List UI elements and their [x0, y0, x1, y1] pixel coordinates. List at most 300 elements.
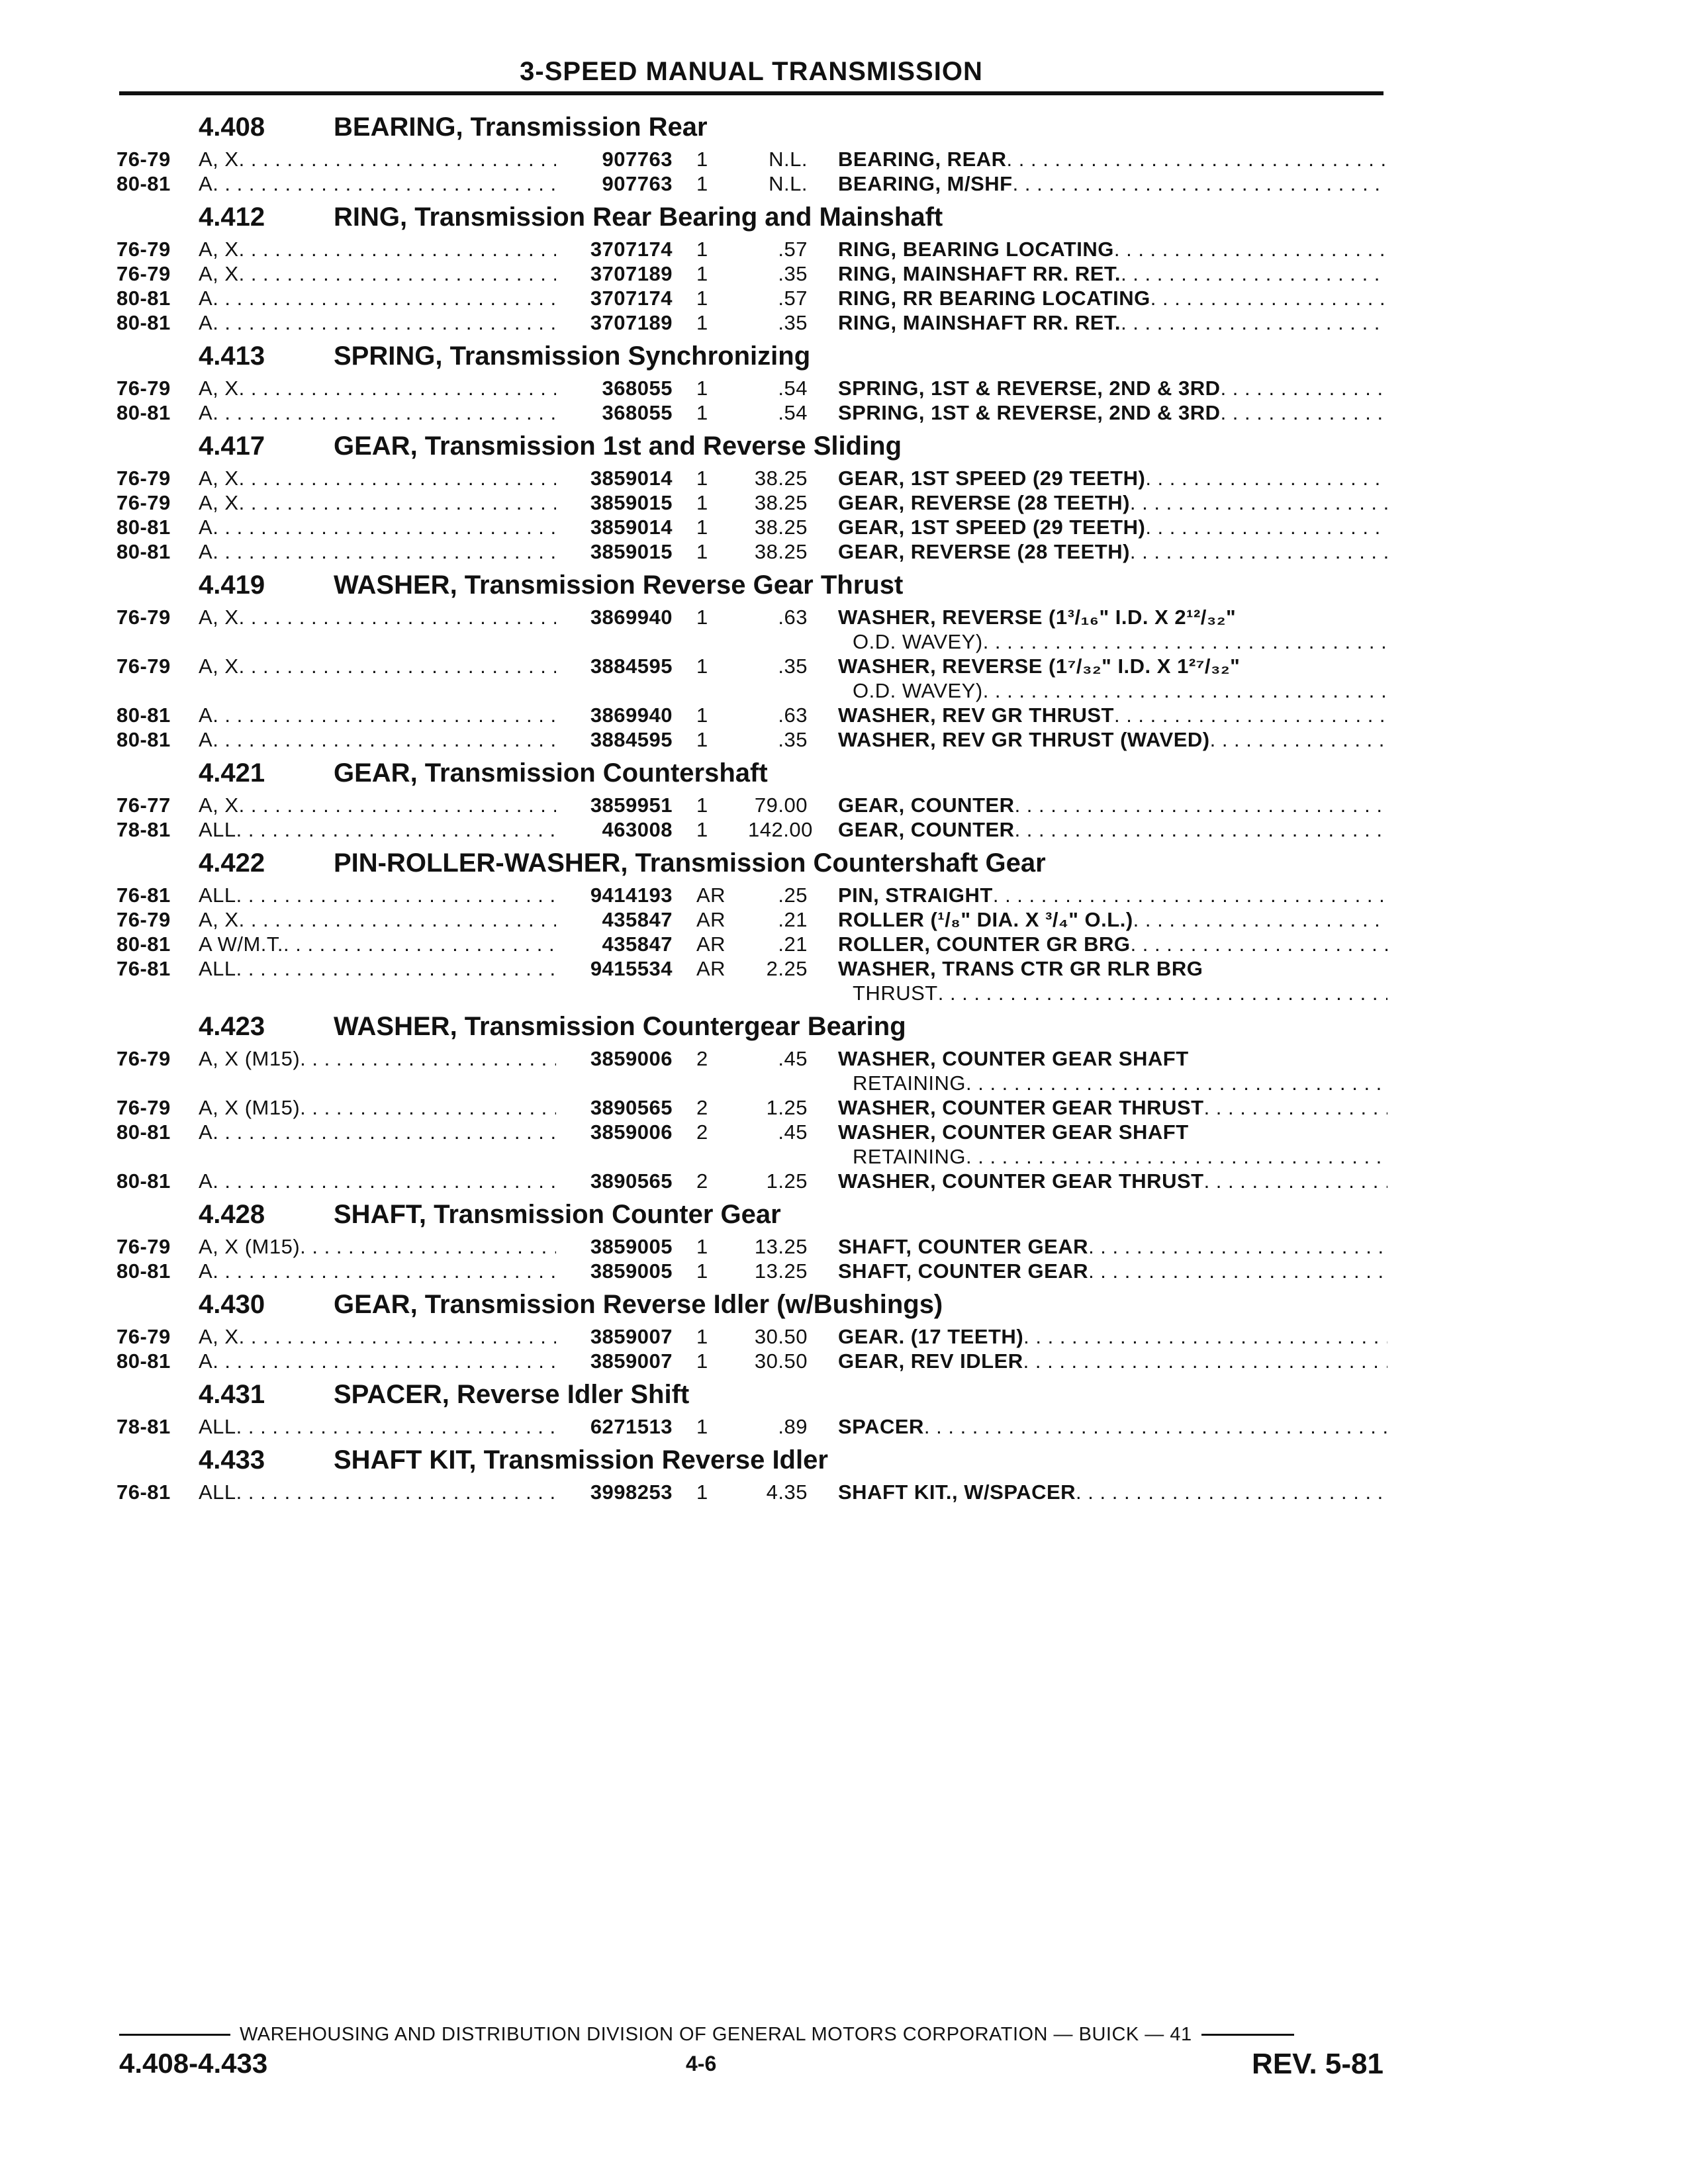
application-text: A — [199, 516, 213, 539]
section-number: 4.421 — [199, 758, 265, 788]
table-row — [117, 171, 1387, 196]
leader-dots — [239, 466, 556, 490]
quantity: 2 — [696, 1047, 708, 1070]
leader-dots — [1015, 817, 1387, 842]
model-years: 80-81 — [117, 401, 171, 424]
description-text: ROLLER, COUNTER GR BRG — [838, 933, 1131, 956]
price: 30.50 — [754, 1325, 808, 1348]
price: 13.25 — [754, 1259, 808, 1283]
section-number: 4.433 — [199, 1445, 265, 1475]
part-number: 3859015 — [590, 540, 673, 563]
application-text: A, X — [199, 148, 239, 171]
leader-dots — [236, 1414, 556, 1439]
part-number: 6271513 — [590, 1415, 673, 1438]
part-number: 907763 — [602, 148, 673, 171]
table-row — [117, 727, 1387, 752]
application-text: A — [199, 401, 213, 424]
application — [199, 400, 556, 425]
application — [199, 654, 556, 678]
model-years: 76-79 — [117, 1047, 171, 1070]
leader-dots — [924, 1414, 1387, 1439]
model-years: 80-81 — [117, 540, 171, 563]
table-row — [117, 932, 1387, 956]
description-text: WASHER, COUNTER GEAR SHAFT — [838, 1120, 1189, 1144]
application — [199, 1120, 556, 1144]
table-row — [117, 817, 1387, 842]
section-title: SHAFT KIT, Transmission Reverse Idler — [334, 1445, 828, 1475]
application-text: A — [199, 1120, 213, 1144]
footer-rule-right — [1201, 2034, 1294, 2036]
application-text: ALL — [199, 818, 236, 841]
description — [808, 956, 1387, 1005]
section-number: 4.408 — [199, 113, 265, 142]
part-number: 3998253 — [590, 1480, 673, 1504]
model-years: 76-79 — [117, 655, 171, 678]
description — [808, 727, 1387, 752]
application — [199, 539, 556, 564]
quantity: AR — [696, 957, 726, 980]
application-text: A — [199, 311, 213, 334]
part-number: 3859005 — [590, 1235, 673, 1258]
description-text: BEARING, M/SHF — [838, 172, 1013, 195]
quantity: 1 — [696, 401, 708, 424]
section-header — [117, 1007, 1387, 1046]
quantity: 1 — [696, 287, 708, 310]
description-continued: O.D. WAVEY) — [853, 679, 983, 702]
section-header — [117, 1195, 1387, 1234]
price: .35 — [778, 655, 808, 678]
quantity: AR — [696, 933, 726, 956]
part-number: 3859015 — [590, 491, 673, 514]
application-text: ALL — [199, 884, 236, 907]
leader-dots — [1121, 261, 1387, 286]
leader-dots — [1088, 1259, 1387, 1283]
part-number: 3869940 — [590, 606, 673, 629]
table-row — [117, 956, 1387, 1005]
price: .54 — [778, 401, 808, 424]
application-text: A — [199, 540, 213, 563]
section-header — [117, 1285, 1387, 1324]
section-number: 4.428 — [199, 1200, 265, 1229]
leader-dots — [966, 1144, 1387, 1169]
part-number: 3859007 — [590, 1349, 673, 1373]
leader-dots — [212, 703, 556, 727]
price: 38.25 — [754, 491, 808, 514]
description — [808, 817, 1387, 842]
footer-revision: REV. 5-81 — [1252, 2048, 1383, 2080]
section-header — [117, 565, 1387, 605]
table-row — [117, 793, 1387, 817]
section-title: BEARING, Transmission Rear — [334, 113, 708, 142]
application-text: A, X — [199, 908, 239, 931]
description-text: SPRING, 1ST & REVERSE, 2ND & 3RD — [838, 401, 1221, 424]
application — [199, 1414, 556, 1439]
application — [199, 310, 556, 335]
quantity: 1 — [696, 1235, 708, 1258]
model-years: 80-81 — [117, 704, 171, 727]
price: .57 — [778, 287, 808, 310]
leader-dots — [1114, 237, 1387, 261]
model-years: 76-79 — [117, 606, 171, 629]
quantity: 1 — [696, 655, 708, 678]
part-number: 3859014 — [590, 467, 673, 490]
application-text: A, X — [199, 467, 239, 490]
section-title: GEAR, Transmission Countershaft — [334, 758, 768, 788]
description-text: BEARING, REAR — [838, 148, 1007, 171]
description-text: WASHER, REV GR THRUST (WAVED) — [838, 728, 1210, 751]
part-number: 3859006 — [590, 1120, 673, 1144]
model-years: 76-79 — [117, 1096, 171, 1119]
table-row — [117, 654, 1387, 703]
table-row — [117, 237, 1387, 261]
section-number: 4.430 — [199, 1290, 265, 1319]
section-header — [117, 336, 1387, 376]
leader-dots — [283, 932, 556, 956]
table-row — [117, 310, 1387, 335]
section-header — [117, 1375, 1387, 1414]
description — [808, 310, 1387, 335]
price: .35 — [778, 728, 808, 751]
leader-dots — [212, 286, 556, 310]
part-number: 3859007 — [590, 1325, 673, 1348]
application — [199, 261, 556, 286]
price: 38.25 — [754, 516, 808, 539]
section-title: SHAFT, Transmission Counter Gear — [334, 1200, 781, 1229]
part-number: 3707189 — [590, 311, 673, 334]
leader-dots — [239, 376, 556, 400]
price: 2.25 — [766, 957, 808, 980]
table-row — [117, 1234, 1387, 1259]
application-text: A, X — [199, 238, 239, 261]
table-row — [117, 286, 1387, 310]
leader-dots — [983, 629, 1387, 654]
section-title: GEAR, Transmission Reverse Idler (w/Bushings) — [334, 1290, 943, 1319]
application — [199, 171, 556, 196]
model-years: 76-79 — [117, 908, 171, 931]
part-number: 3890565 — [590, 1096, 673, 1119]
section-header — [117, 107, 1387, 147]
model-years: 78-81 — [117, 1415, 171, 1438]
price: 4.35 — [766, 1480, 808, 1504]
leader-dots — [938, 981, 1387, 1005]
leader-dots — [212, 171, 556, 196]
application — [199, 956, 556, 981]
model-years: 76-79 — [117, 148, 171, 171]
table-row — [117, 1480, 1387, 1504]
leader-dots — [993, 883, 1387, 907]
table-row — [117, 907, 1387, 932]
description-text: PIN, STRAIGHT — [838, 884, 993, 907]
leader-dots — [236, 883, 556, 907]
application — [199, 1324, 556, 1349]
section-title: SPACER, Reverse Idler Shift — [334, 1380, 690, 1409]
footer-division: WAREHOUSING AND DISTRIBUTION DIVISION OF GENERAL MOTORS CORPORATION — BUICK — 41 — [240, 2024, 1192, 2045]
application-text: A W/M.T. — [199, 933, 283, 956]
description-text: SHAFT, COUNTER GEAR — [838, 1235, 1089, 1258]
leader-dots — [239, 147, 556, 171]
price: N.L. — [769, 148, 808, 171]
section-header — [117, 197, 1387, 237]
description — [808, 1349, 1387, 1373]
leader-dots — [1150, 286, 1387, 310]
section-title: GEAR, Transmission 1st and Reverse Sliding — [334, 432, 902, 461]
quantity: 1 — [696, 1480, 708, 1504]
quantity: 1 — [696, 704, 708, 727]
leader-dots — [1130, 539, 1387, 564]
quantity: 1 — [696, 467, 708, 490]
section-title: WASHER, Transmission Countergear Bearing — [334, 1012, 906, 1041]
description-text: RING, RR BEARING LOCATING — [838, 287, 1150, 310]
table-row — [117, 515, 1387, 539]
quantity: 1 — [696, 311, 708, 334]
part-number: 3707189 — [590, 262, 673, 285]
description — [808, 400, 1387, 425]
application-text: A — [199, 1349, 213, 1373]
model-years: 80-81 — [117, 1120, 171, 1144]
description-text: SPRING, 1ST & REVERSE, 2ND & 3RD — [838, 377, 1221, 400]
footer — [117, 2048, 1383, 2081]
model-years: 80-81 — [117, 1259, 171, 1283]
description — [808, 1480, 1387, 1504]
description — [808, 376, 1387, 400]
description — [808, 1169, 1387, 1193]
application-text: A, X — [199, 491, 239, 514]
application — [199, 793, 556, 817]
section-number: 4.431 — [199, 1380, 265, 1409]
description — [808, 237, 1387, 261]
description — [808, 932, 1387, 956]
description-text: GEAR, COUNTER — [838, 794, 1015, 817]
part-number: 368055 — [602, 401, 673, 424]
price: 38.25 — [754, 540, 808, 563]
leader-dots — [212, 1169, 556, 1193]
description — [808, 171, 1387, 196]
leader-dots — [1145, 466, 1387, 490]
section-number: 4.413 — [199, 341, 265, 371]
description — [808, 907, 1387, 932]
price: .45 — [778, 1047, 808, 1070]
leader-dots — [1114, 703, 1387, 727]
leader-dots — [212, 1259, 556, 1283]
price: 79.00 — [754, 794, 808, 817]
model-years: 80-81 — [117, 933, 171, 956]
application — [199, 932, 556, 956]
description — [808, 1259, 1387, 1283]
leader-dots — [1076, 1480, 1387, 1504]
leader-dots — [1133, 907, 1387, 932]
application-text: A, X — [199, 655, 239, 678]
table-row — [117, 1169, 1387, 1193]
description — [808, 883, 1387, 907]
description — [808, 1414, 1387, 1439]
leader-dots — [1204, 1169, 1387, 1193]
description-continued: O.D. WAVEY) — [853, 630, 983, 653]
leader-dots — [300, 1234, 556, 1259]
footer-page-number: 4-6 — [686, 2052, 717, 2075]
part-number: 3859005 — [590, 1259, 673, 1283]
quantity: 1 — [696, 491, 708, 514]
quantity: 1 — [696, 516, 708, 539]
leader-dots — [1131, 932, 1387, 956]
application — [199, 817, 556, 842]
application — [199, 1349, 556, 1373]
application-text: A, X (M15) — [199, 1235, 301, 1258]
quantity: 2 — [696, 1169, 708, 1193]
quantity: 1 — [696, 1415, 708, 1438]
price: 142.00 — [748, 818, 813, 841]
table-row — [117, 539, 1387, 564]
model-years: 78-81 — [117, 818, 171, 841]
price: N.L. — [769, 172, 808, 195]
quantity: 1 — [696, 262, 708, 285]
leader-dots — [1121, 310, 1387, 335]
table-row — [117, 1095, 1387, 1120]
description-text: WASHER, TRANS CTR GR RLR BRG — [838, 957, 1203, 980]
price: .57 — [778, 238, 808, 261]
description-text: SHAFT, COUNTER GEAR — [838, 1259, 1089, 1283]
quantity: 1 — [696, 1259, 708, 1283]
leader-dots — [300, 1095, 556, 1120]
page-title: 3-SPEED MANUAL TRANSMISSION — [520, 57, 983, 86]
application — [199, 1046, 556, 1071]
application-text: ALL — [199, 957, 236, 980]
table-row — [117, 883, 1387, 907]
model-years: 80-81 — [117, 1169, 171, 1193]
description — [808, 286, 1387, 310]
table-row — [117, 703, 1387, 727]
leader-dots — [300, 1046, 556, 1071]
table-row — [117, 376, 1387, 400]
model-years: 76-77 — [117, 794, 171, 817]
part-number: 3859014 — [590, 516, 673, 539]
description-text: WASHER, COUNTER GEAR THRUST — [838, 1169, 1204, 1193]
table-row — [117, 1324, 1387, 1349]
application-text: A — [199, 1169, 213, 1193]
part-number: 3859951 — [590, 794, 673, 817]
leader-dots — [1007, 147, 1387, 171]
application — [199, 1480, 556, 1504]
application — [199, 1169, 556, 1193]
description-text: WASHER, COUNTER GEAR SHAFT — [838, 1047, 1189, 1070]
price: .45 — [778, 1120, 808, 1144]
section-number: 4.412 — [199, 203, 265, 232]
leader-dots — [239, 237, 556, 261]
description-text: GEAR, REV IDLER — [838, 1349, 1023, 1373]
description — [808, 703, 1387, 727]
price: .21 — [778, 908, 808, 931]
leader-dots — [1088, 1234, 1387, 1259]
application — [199, 286, 556, 310]
model-years: 80-81 — [117, 516, 171, 539]
price: .35 — [778, 311, 808, 334]
application-text: A, X — [199, 262, 239, 285]
leader-dots — [239, 654, 556, 678]
description-continued: THRUST — [853, 981, 938, 1005]
model-years: 76-79 — [117, 377, 171, 400]
quantity: 2 — [696, 1120, 708, 1144]
leader-dots — [983, 678, 1387, 703]
description — [808, 1095, 1387, 1120]
description-text: WASHER, REVERSE (1⁷/₃₂" I.D. X 1²⁷/₃₂" — [838, 655, 1241, 678]
leader-dots — [1015, 793, 1387, 817]
description-text: RING, BEARING LOCATING — [838, 238, 1114, 261]
model-years: 76-79 — [117, 491, 171, 514]
leader-dots — [1023, 1324, 1387, 1349]
description — [808, 490, 1387, 515]
leader-dots — [1023, 1349, 1387, 1373]
section-number: 4.422 — [199, 848, 265, 878]
quantity: 1 — [696, 794, 708, 817]
part-number: 368055 — [602, 377, 673, 400]
price: 1.25 — [766, 1169, 808, 1193]
leader-dots — [1013, 171, 1387, 196]
quantity: 1 — [696, 728, 708, 751]
part-number: 435847 — [602, 933, 673, 956]
section-title: RING, Transmission Rear Bearing and Mainshaft — [334, 203, 943, 232]
application — [199, 605, 556, 629]
leader-dots — [966, 1071, 1387, 1095]
application — [199, 727, 556, 752]
leader-dots — [212, 515, 556, 539]
quantity: 1 — [696, 238, 708, 261]
leader-dots — [239, 261, 556, 286]
part-number: 3890565 — [590, 1169, 673, 1193]
price: .63 — [778, 704, 808, 727]
leader-dots — [239, 907, 556, 932]
table-row — [117, 1349, 1387, 1373]
quantity: 1 — [696, 540, 708, 563]
part-number: 3859006 — [590, 1047, 673, 1070]
description-text: GEAR, 1ST SPEED (29 TEETH) — [838, 467, 1146, 490]
application — [199, 376, 556, 400]
model-years: 80-81 — [117, 172, 171, 195]
section-title: SPRING, Transmission Synchronizing — [334, 341, 811, 371]
model-years: 76-81 — [117, 1480, 171, 1504]
model-years: 76-81 — [117, 957, 171, 980]
leader-dots — [1145, 515, 1387, 539]
model-years: 76-79 — [117, 1325, 171, 1348]
title-rule — [119, 91, 1383, 95]
description-text: WASHER, REVERSE (1³/₁₆" I.D. X 2¹²/₃₂" — [838, 606, 1237, 629]
quantity: AR — [696, 908, 726, 931]
part-number: 907763 — [602, 172, 673, 195]
application-text: A — [199, 728, 213, 751]
application-text: A — [199, 1259, 213, 1283]
leader-dots — [236, 1480, 556, 1504]
application-text: A, X — [199, 606, 239, 629]
description-continued: RETAINING — [853, 1145, 966, 1168]
application — [199, 907, 556, 932]
description — [808, 1046, 1387, 1095]
table-row — [117, 1414, 1387, 1439]
description — [808, 1234, 1387, 1259]
leader-dots — [212, 1349, 556, 1373]
section-header — [117, 1440, 1387, 1480]
application-text: A — [199, 172, 213, 195]
leader-dots — [212, 400, 556, 425]
description-text: GEAR, REVERSE (28 TEETH) — [838, 540, 1130, 563]
model-years: 80-81 — [117, 311, 171, 334]
description — [808, 539, 1387, 564]
table-row — [117, 490, 1387, 515]
description-text: GEAR, REVERSE (28 TEETH) — [838, 491, 1130, 514]
part-number: 9414193 — [590, 884, 673, 907]
part-number: 3869940 — [590, 704, 673, 727]
price: .25 — [778, 884, 808, 907]
leader-dots — [212, 727, 556, 752]
table-row — [117, 1259, 1387, 1283]
table-row — [117, 400, 1387, 425]
